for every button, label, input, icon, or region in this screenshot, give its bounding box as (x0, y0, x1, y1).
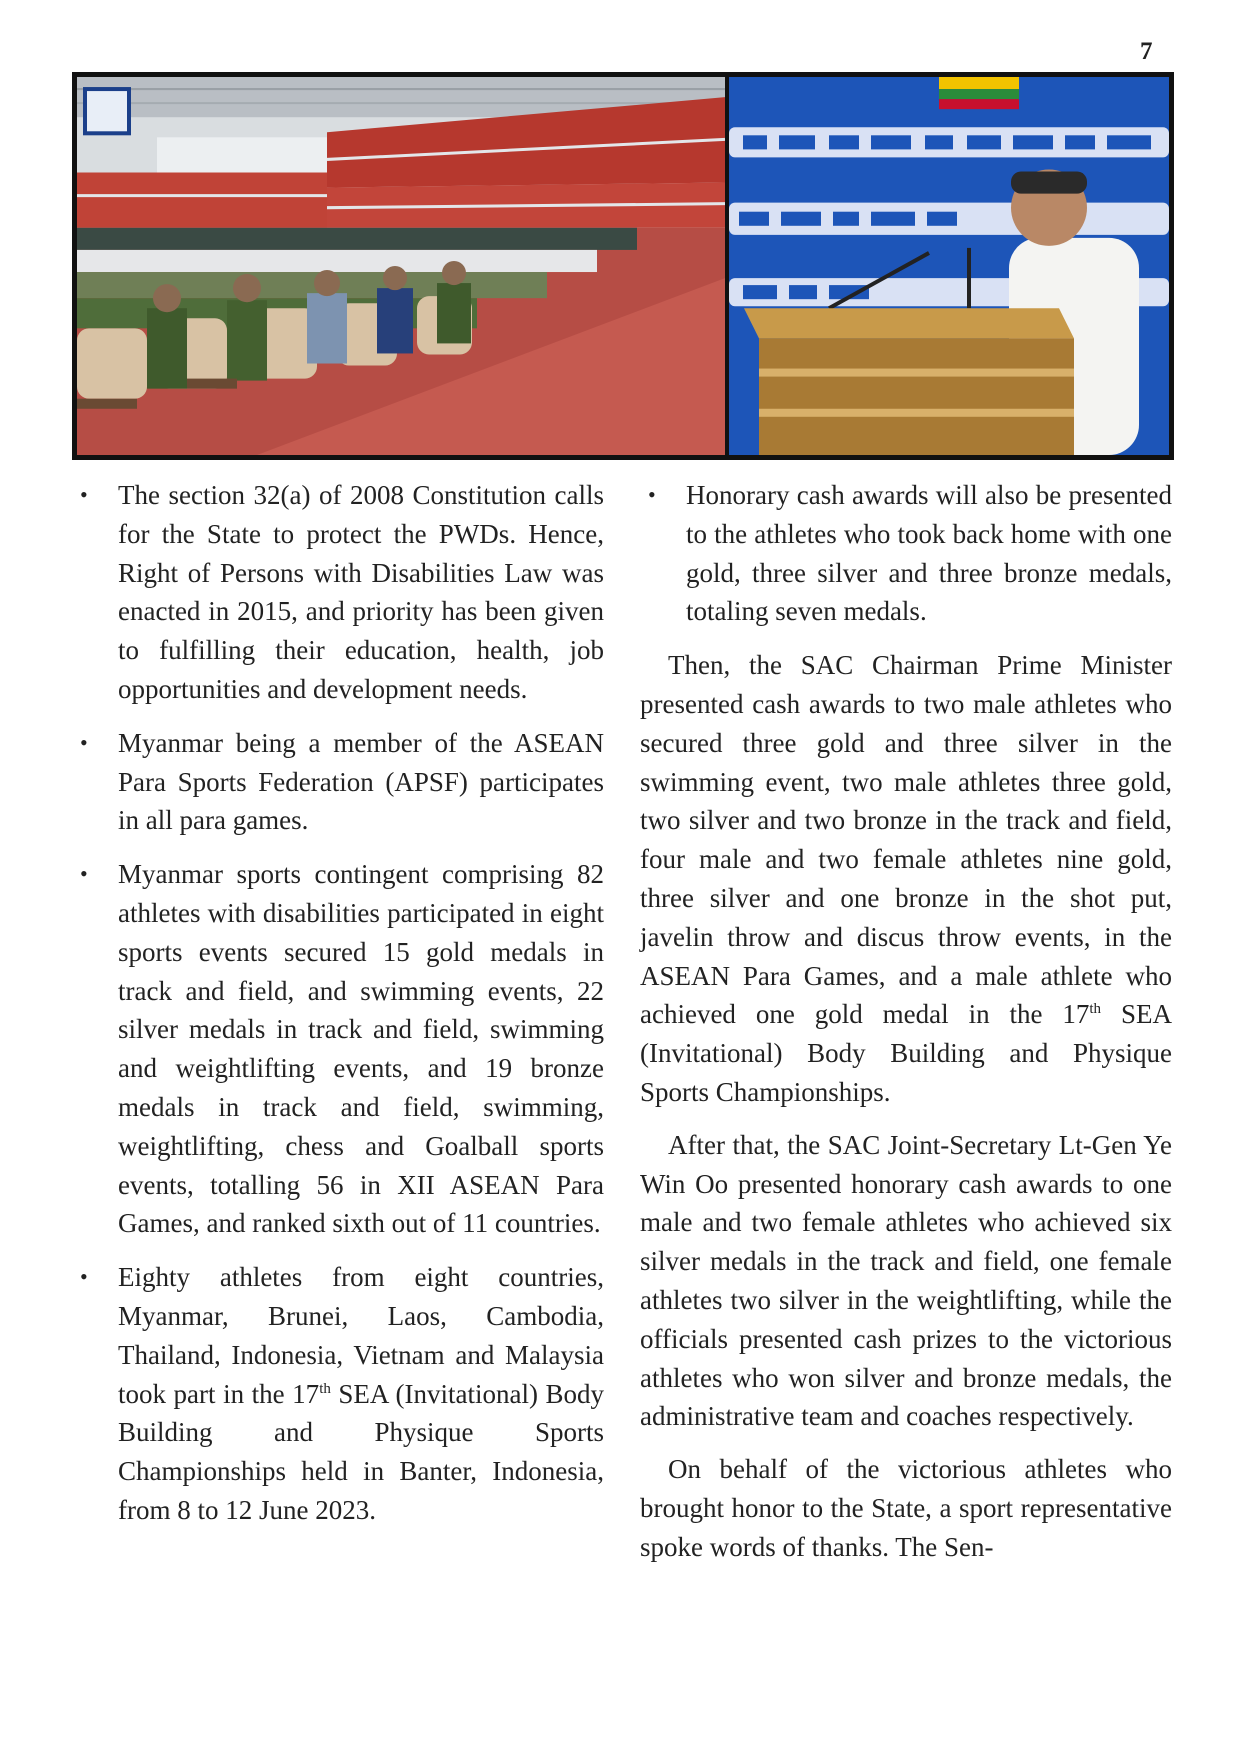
bullet-text: Myanmar sports contingent comprising 82 athletes with disabilities participated in eight sports events secured 15 gold medals in track and field, and swimming events, 22 silver medals in track and field, swimming and weightlifting events, and 19 bronze medals in track and field, swimming, weightlifting, chess and Goalball sports events, totalling 56 in XII ASEAN Para Games, and ranked sixth out of 11 countries. (118, 859, 604, 1239)
audience-hall-photo (77, 77, 725, 455)
bullet-text: Myanmar being a member of the ASEAN Para Sports Federation (APSF) participates in all para games. (118, 727, 604, 836)
bullet-symbol: • (648, 482, 656, 507)
paragraph: On behalf of the victorious athletes who brought honor to the State, a sport representative spoke words of thanks. The Sen- (640, 1454, 1172, 1562)
bullet-item (72, 855, 604, 1243)
bullet-symbol: • (80, 1264, 88, 1290)
text-segment: Then, the SAC Chairman Prime Minister presented cash awards to two male athletes who secured three gold and three silver in the swimming event, two male athletes three gold, two silver and two bronze in the track and field, four male and two female athletes nine gold, three silver and one bronze in the shot put, javelin throw and discus throw events, in the ASEAN Para Games, and a male athlete who achieved one gold medal in the 17 (640, 650, 1172, 1030)
bullet-text (118, 1262, 604, 1525)
bullet-text: The section 32(a) of 2008 Constitution calls for the State to protect the PWDs. Hence, Right of Persons with Disabilities Law was enacted in 2015, and priority has been given to fulfilling their education, health, job opportunities and development needs. (118, 480, 604, 704)
text-segment: Eighty athletes from eight countries, Myanmar, Brunei, Laos, Cambodia, Thailand, Indonesia, Vietnam and Malaysia took part in the 17 (118, 1262, 604, 1409)
right-text-column (640, 476, 1172, 1581)
bullet-item (72, 724, 604, 840)
bullet-item (72, 476, 604, 709)
bullet-symbol: • (80, 482, 88, 507)
paragraph (640, 646, 1172, 1112)
ordinal-suffix: th (1089, 1001, 1102, 1018)
bullet-item (640, 476, 1172, 631)
bullet-item (72, 1258, 604, 1530)
bullet-symbol: • (80, 729, 88, 755)
speaker-podium-photo (729, 77, 1169, 455)
left-text-column (72, 476, 604, 1545)
ordinal-suffix: th (319, 1380, 331, 1397)
photo-banner (72, 72, 1174, 460)
page-number: 7 (1140, 38, 1153, 65)
bullet-text: Honorary cash awards will also be presented to the athletes who took back home with one gold, three silver and three bronze medals, totaling seven medals. (686, 480, 1172, 627)
bullet-symbol: • (80, 861, 88, 887)
text-segment: SEA (Invitational) Body Building and Physique Sports Championships. (640, 999, 1172, 1107)
paragraph: After that, the SAC Joint-Secretary Lt-Gen Ye Win Oo presented honorary cash awards to one male and two female athletes who achieved six silver medals in the track and field, one female athletes two silver in the weightlifting, while the officials presented cash prizes to the victorious athletes who won silver and bronze medals, the administrative team and coaches respectively. (640, 1129, 1172, 1432)
text-segment: SEA (Invitational) Body Building and Physique Sports Championships held in Banter, Indonesia, from 8 to 12 June 2023. (118, 1378, 604, 1525)
